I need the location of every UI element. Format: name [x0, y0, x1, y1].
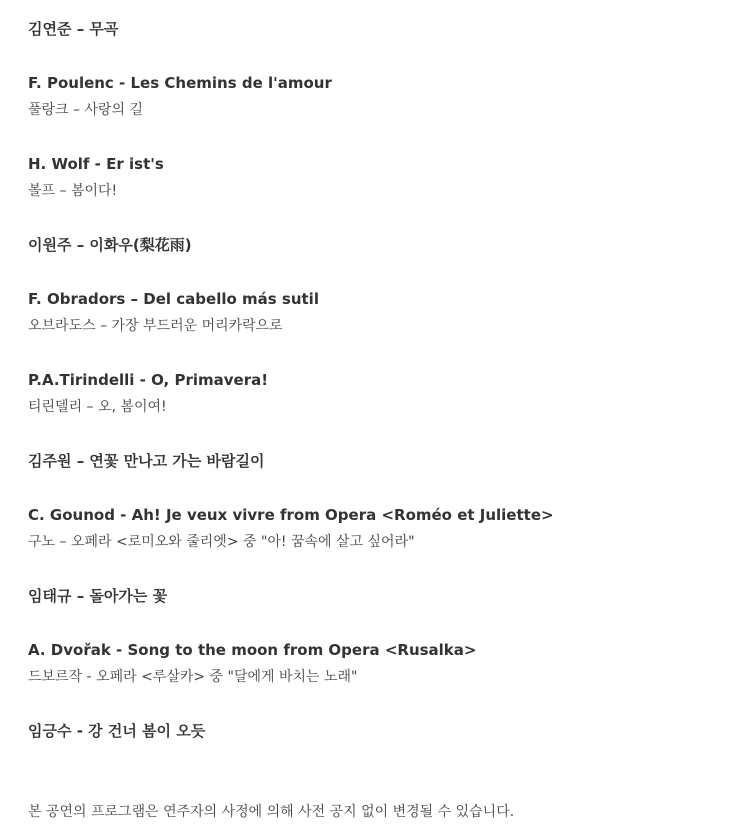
program-item	[28, 19, 728, 39]
piece-title: 김주원 – 연꽃 만나고 가는 바람길이	[28, 452, 265, 470]
piece-title: H. Wolf - Er ist's	[28, 155, 164, 173]
piece-korean-title: 티린델리 – 오, 봄이여!	[28, 399, 167, 415]
program-item	[28, 154, 728, 201]
program-item	[28, 451, 728, 471]
program-item	[28, 640, 728, 687]
piece-title: 이원주 – 이화우(梨花雨)	[28, 236, 192, 254]
piece-korean-title: 오브라도스 – 가장 부드러운 머리카락으로	[28, 318, 283, 334]
program-item	[28, 586, 728, 606]
piece-title: P.A.Tirindelli - O, Primavera!	[28, 371, 269, 389]
piece-title: 김연준 – 무곡	[28, 20, 119, 38]
piece-title: F. Poulenc - Les Chemins de l'amour	[28, 74, 332, 92]
piece-title: 임태규 – 돌아가는 꽃	[28, 587, 168, 605]
piece-korean-title: 볼프 – 봄이다!	[28, 183, 118, 199]
piece-korean-title: 드보르작 - 오페라 <루살카> 중 "달에게 바치는 노래"	[28, 669, 358, 685]
piece-korean-title: 풀랑크 – 사랑의 길	[28, 102, 144, 118]
piece-title: C. Gounod - Ah! Je veux vivre from Opera <Roméo et Juliette>	[28, 506, 554, 524]
program-item	[28, 235, 728, 255]
piece-title: 임긍수 - 강 건너 봄이 오듯	[28, 722, 206, 740]
piece-korean-title: 구노 – 오페라 <로미오와 줄리엣> 중 "아! 꿈속에 살고 싶어라"	[28, 534, 415, 550]
program-item	[28, 721, 728, 741]
program-item	[28, 289, 728, 336]
piece-title: A. Dvořak - Song to the moon from Opera <Rusalka>	[28, 641, 477, 659]
piece-title: F. Obradors – Del cabello más sutil	[28, 290, 319, 308]
program-change-notice: 본 공연의 프로그램은 연주자의 사정에 의해 사전 공지 없이 변경될 수 있습니다.	[28, 804, 515, 820]
program-item	[28, 505, 728, 552]
program-item	[28, 370, 728, 417]
program-item	[28, 73, 728, 120]
